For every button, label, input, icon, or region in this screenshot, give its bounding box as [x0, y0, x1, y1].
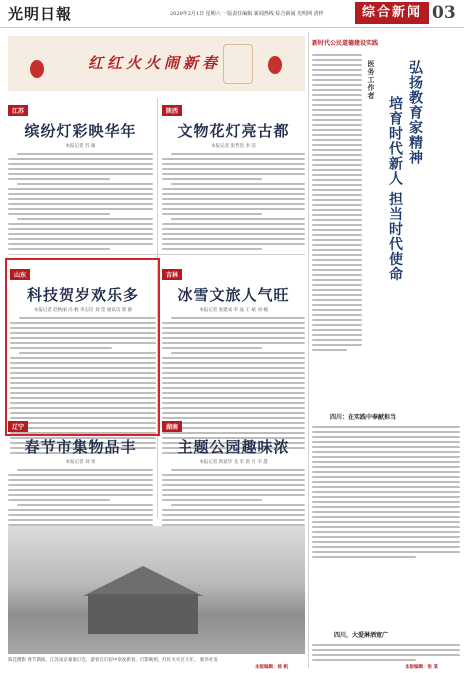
feature-title-2: 培育时代新人 担当时代使命	[387, 96, 403, 282]
row-divider	[8, 254, 305, 255]
editor-left: 本版编辑：杨 帆	[255, 665, 289, 670]
article-shaanxi	[162, 98, 305, 253]
right-body-c	[312, 640, 460, 664]
vertical-subtitle: 医务工作者	[367, 60, 375, 100]
editor-right: 本版编辑：张 某	[405, 665, 439, 670]
lantern-icon	[268, 56, 282, 74]
banner-title: 红红火火闹新春	[88, 54, 222, 72]
right-body-b	[312, 422, 460, 561]
news-photo	[8, 526, 305, 654]
right-subhead-1: 四川：在实践中奉献担当	[330, 414, 397, 421]
article-body	[162, 153, 305, 250]
article-body	[8, 153, 153, 250]
lantern-icon	[30, 60, 44, 78]
article-headline: 春节市集物品丰	[24, 438, 137, 456]
feature-title-1: 弘扬教育家精神	[407, 60, 423, 165]
right-body-a	[312, 50, 362, 354]
masthead	[0, 0, 464, 28]
highlight-box	[5, 258, 160, 436]
right-subhead-3: 四川，大爱淋洒宽广	[334, 632, 389, 639]
article-byline: 本报记者 赵秋丽 冯 帆 李志臣 刘 莹 通讯员 郭 静	[33, 308, 133, 313]
article-jiangsu	[8, 98, 153, 253]
column-divider	[308, 32, 309, 668]
newspaper-logo: 光明日報	[8, 5, 73, 23]
article-headline: 科技贺岁欢乐多	[26, 286, 139, 304]
region-tag: 吉林	[162, 269, 182, 280]
feature-banner	[8, 36, 305, 91]
region-tag: 陕西	[162, 105, 182, 116]
article-byline: 本报记者 张建成 李 晶 王 斌 刘 楠	[199, 308, 268, 313]
article-byline: 本报记者 禹爱华 龙 军 唐 月 韦 慧	[199, 460, 268, 465]
dateline: 2020年2月1日 星期六 一版责任编辑 新闻热线 综合新闻 光明网 清样	[170, 11, 324, 17]
article-headline: 冰雪文旅人气旺	[177, 286, 290, 304]
region-tag: 辽宁	[8, 421, 28, 432]
article-byline: 本报记者 张哲浩 李 洁	[211, 144, 256, 149]
region-tag: 江苏	[8, 105, 28, 116]
article-headline: 缤纷灯彩映华年	[24, 122, 137, 140]
region-tag: 山东	[10, 269, 30, 280]
photo-building	[88, 594, 198, 634]
article-byline: 本报记者 刘 勇	[65, 460, 96, 465]
column-kicker: 新时代公民道德建设实践	[312, 40, 379, 47]
photo-caption: 陈佳摄影 春节期间，江苏南京秦淮灯会，游客在灯彩中欢度新春，灯影映照，红红火火过大年。 新华社发	[8, 658, 218, 663]
decoration-frame	[223, 44, 253, 84]
article-headline: 主题公园趣味浓	[177, 438, 290, 456]
region-tag: 湖南	[162, 421, 182, 432]
article-byline: 本报记者 苏 雁	[65, 144, 96, 149]
section-title: 综合新闻	[355, 2, 429, 24]
photo-roof	[68, 566, 218, 596]
article-headline: 文物花灯亮古都	[177, 122, 290, 140]
page-number: 03	[432, 3, 456, 23]
